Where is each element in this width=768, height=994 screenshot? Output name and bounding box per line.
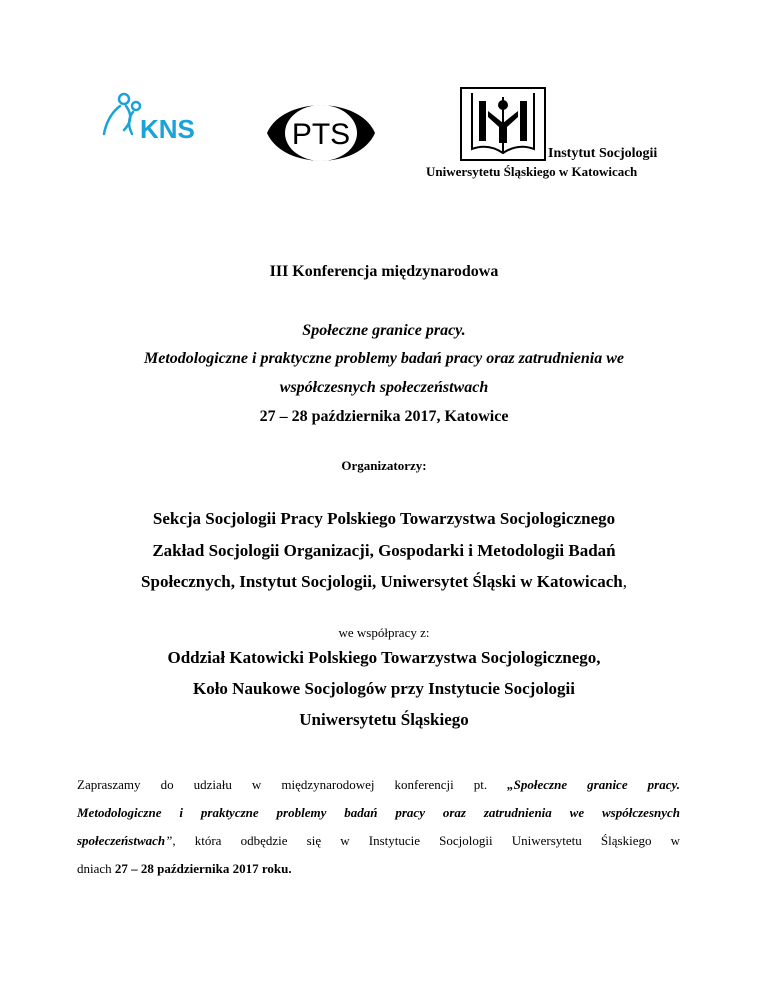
invitation-closing-quote: ”	[165, 833, 173, 848]
invitation-text4: dniach	[77, 861, 112, 876]
conference-date-place: 27 – 28 października 2017, Katowice	[259, 408, 509, 425]
invitation-title-part3: społeczeństwach	[77, 833, 166, 848]
kns-logo	[102, 92, 212, 144]
pts-logo-text: PTS	[291, 118, 351, 151]
invitation-text3: , która odbędzie się w Instytucie Socjologii Uniwersytetu Śląskiego w	[172, 833, 680, 848]
organizer-line1: Sekcja Socjologii Pracy Polskiego Towarzystwa Socjologicznego	[152, 509, 616, 528]
organizers-label: Organizatorzy:	[341, 458, 427, 473]
cooperation-line3: Uniwersytetu Śląskiego	[299, 710, 469, 729]
conference-title-line1: Społeczne granice pracy.	[302, 322, 466, 339]
invitation-line1	[77, 771, 680, 799]
logos-header	[0, 0, 768, 200]
invitation-text1: Zapraszamy do udziału w międzynarodowej konferencji pt.	[77, 777, 488, 792]
cooperation-line2: Koło Naukowe Socjologów przy Instytucie Socjologii	[192, 679, 576, 698]
conference-title-line2: Metodologiczne i praktyczne problemy badań pracy oraz zatrudnienia we	[144, 350, 624, 367]
invitation-line4	[77, 855, 680, 883]
invitation-dates: 27 – 28 października 2017 roku.	[114, 861, 292, 876]
invitation-line2	[77, 799, 680, 827]
invitation-paragraph	[77, 771, 680, 883]
institute-university: Uniwersytetu Śląskiego w Katowicach	[426, 164, 638, 179]
invitation-title-part2: Metodologiczne i praktyczne problemy badań pracy oraz zatrudnienia we współczesnych	[77, 805, 680, 820]
conference-title-line3: współczesnych społeczeństwach	[279, 379, 489, 396]
cooperation-line1: Oddział Katowicki Polskiego Towarzystwa Socjologicznego,	[167, 648, 601, 667]
organizer-line3-comma: ,	[622, 572, 627, 591]
invitation-line3	[77, 827, 680, 855]
kns-logo-text: KNS	[140, 114, 195, 144]
organizer-line3-text: Społecznych, Instytut Socjologii, Uniwersytet Śląski w Katowicach	[141, 572, 623, 591]
cooperation-label: we współpracy z:	[338, 625, 430, 640]
invitation-title-part1: „Społeczne granice pracy.	[507, 777, 681, 792]
institute-logo	[460, 87, 546, 161]
pts-logo	[263, 100, 379, 166]
conference-heading: III Konferencja międzynarodowa	[269, 263, 499, 280]
organizer-line2: Zakład Socjologii Organizacji, Gospodarki i Metodologii Badań	[152, 541, 616, 560]
organizer-line3	[0, 572, 768, 592]
institute-name: Instytut Socjologii	[548, 146, 658, 161]
